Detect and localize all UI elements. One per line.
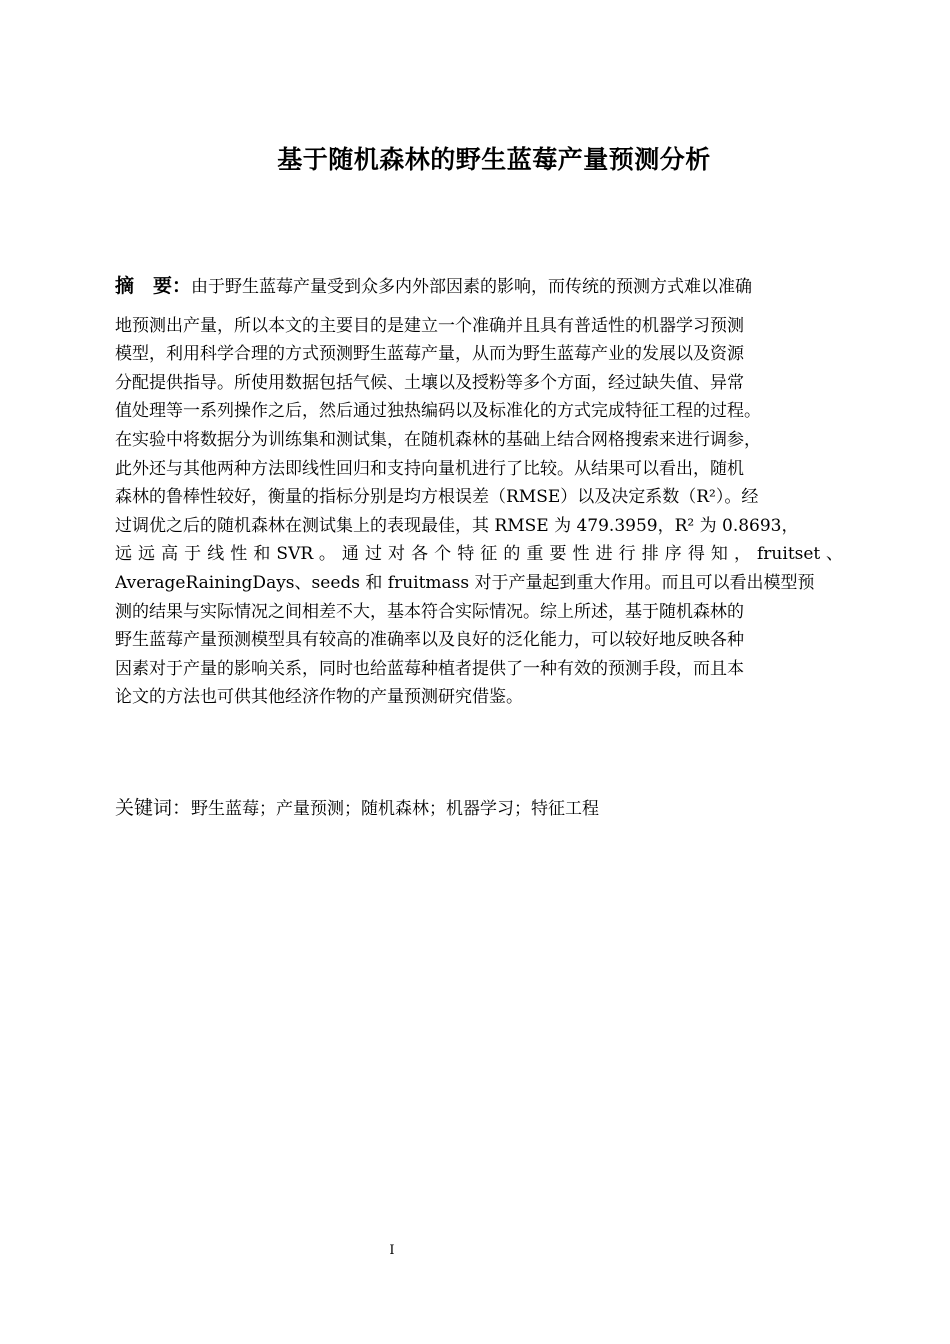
abstract-line-12: 测的结果与实际情况之间相差不大，基本符合实际情况。综上所述，基于随机森林的 — [115, 601, 744, 622]
abstract-label: 摘 要： — [115, 275, 192, 297]
abstract-line-11: AverageRainingDays、seeds 和 fruitmass 对于产量起到重大作用。而且可以看出模型预 — [115, 572, 815, 593]
abstract-text: 由于野生蓝莓产量受到众多内外部因素的影响，而传统的预测方式难以准确 — [191, 277, 753, 297]
abstract-line-5: 值处理等一系列操作之后，然后通过独热编码以及标准化的方式完成特征工程的过程。 — [115, 401, 761, 422]
abstract-line-7: 此外还与其他两种方法即线性回归和支持向量机进行了比较。从结果可以看出，随机 — [115, 458, 744, 479]
abstract-line-15: 论文的方法也可供其他经济作物的产量预测研究借鉴。 — [115, 687, 523, 708]
abstract-line-3: 模型，利用科学合理的方式预测野生蓝莓产量，从而为野生蓝莓产业的发展以及资源 — [115, 344, 744, 365]
abstract-line-4: 分配提供指导。所使用数据包括气候、土壤以及授粉等多个方面，经过缺失值、异常 — [115, 372, 744, 393]
keywords-label: 关键词： — [115, 797, 192, 819]
page-number: I — [389, 1243, 395, 1258]
abstract-line-6: 在实验中将数据分为训练集和测试集，在随机森林的基础上结合网格搜索来进行调参， — [115, 429, 761, 450]
abstract-line-1 — [115, 272, 843, 302]
keywords-text: 野生蓝莓；产量预测；随机森林；机器学习；特征工程 — [191, 799, 600, 819]
abstract-line-2: 地预测出产量，所以本文的主要目的是建立一个准确并且具有普适性的机器学习预测 — [115, 315, 744, 336]
paper-title: 基于随机森林的野生蓝莓产量预测分析 — [277, 145, 711, 174]
abstract-line-13: 野生蓝莓产量预测模型具有较高的准确率以及良好的泛化能力，可以较好地反映各种 — [115, 630, 744, 651]
keywords-section — [115, 794, 599, 823]
abstract-section — [115, 272, 843, 712]
abstract-line-9: 过调优之后的随机森林在测试集上的表现最佳，其 RMSE 为 479.3959，R² 为 0.8693， — [115, 515, 799, 536]
abstract-line-10: 远 远 高 于 线 性 和 SVR 。 通 过 对 各 个 特 征 的 重 要 性 进 行 排 序 得 知 ， fruitset 、 — [115, 544, 843, 565]
abstract-line-14: 因素对于产量的影响关系，同时也给蓝莓种植者提供了一种有效的预测手段，而且本 — [115, 658, 744, 679]
abstract-line-8: 森林的鲁棒性较好，衡量的指标分别是均方根误差（RMSE）以及决定系数（R²）。经 — [115, 487, 759, 508]
